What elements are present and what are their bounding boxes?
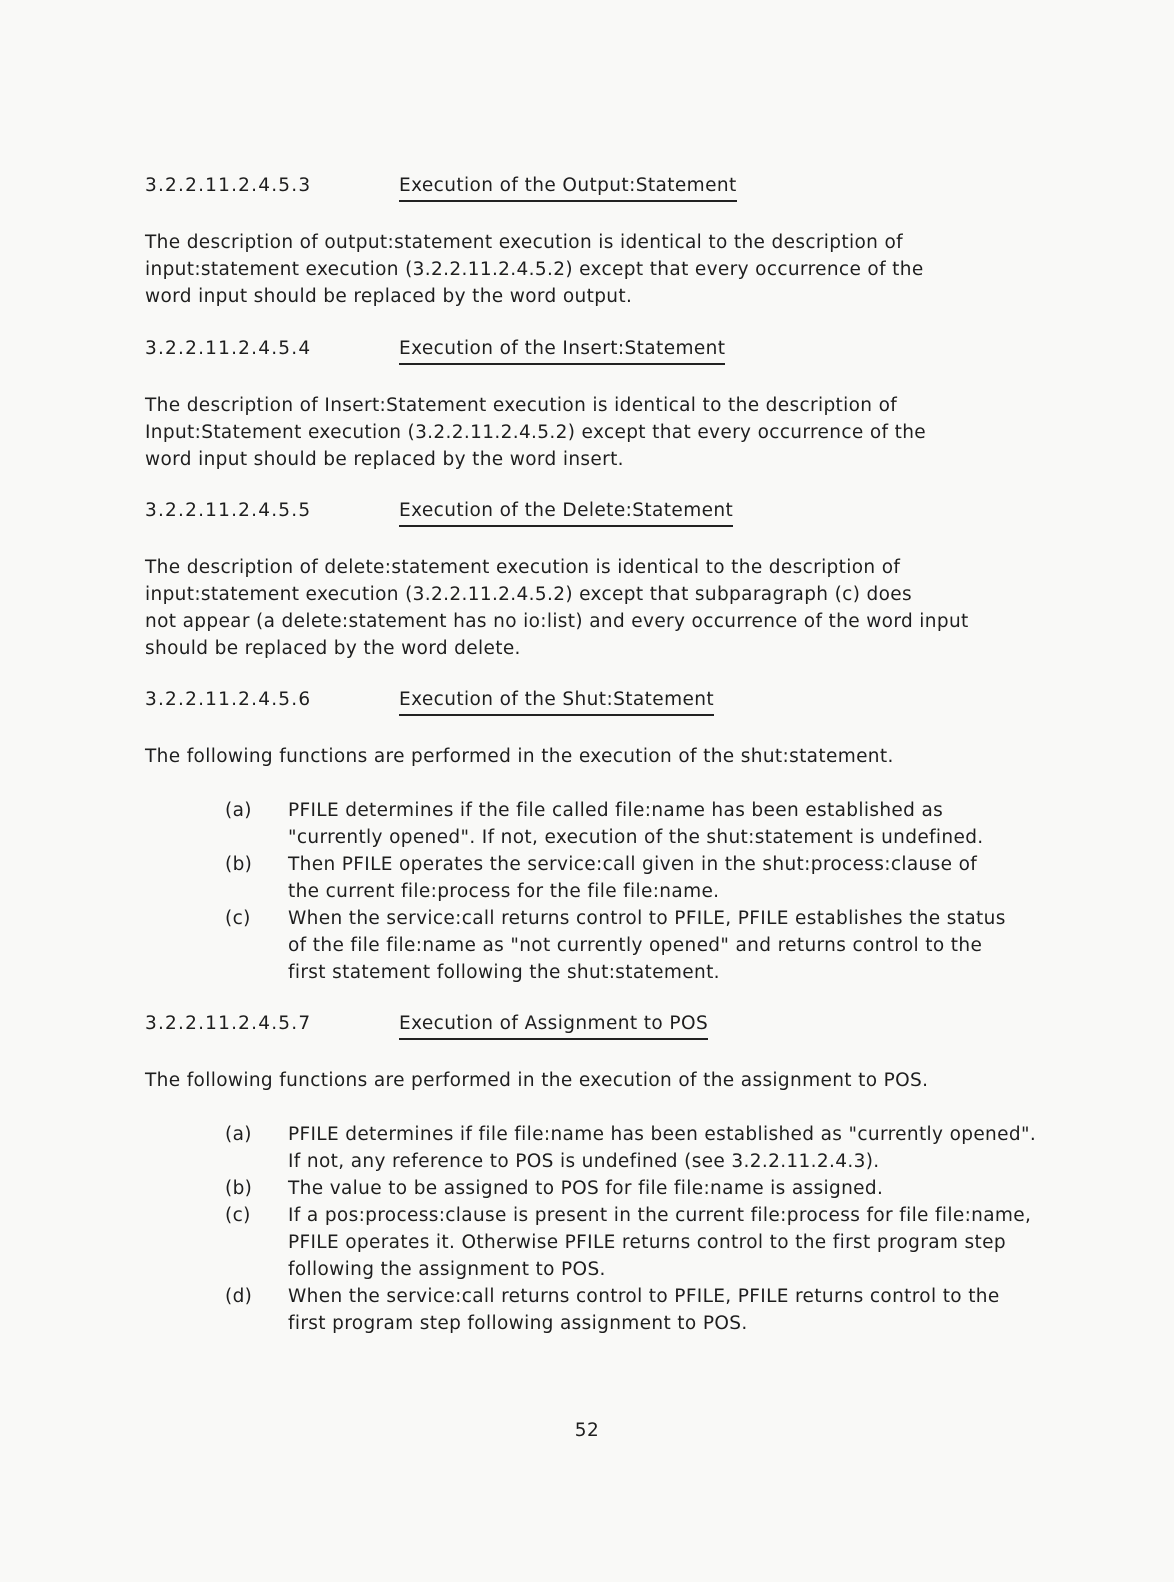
section-number: 3.2.2.11.2.4.5.3 [145, 175, 312, 196]
list-line: following the assignment to POS. [288, 1259, 606, 1280]
section-heading-assignment [145, 1013, 708, 1040]
section-title: Execution of the Shut:Statement [399, 689, 714, 716]
paragraph-line: word input should be replaced by the word output. [145, 286, 633, 307]
page-number: 52 [574, 1420, 600, 1441]
section-intro-shut [145, 743, 1025, 770]
list-line: of the file file:name as "not currently opened" and returns control to the [288, 935, 983, 956]
list-line: first program step following assignment to POS. [288, 1313, 748, 1334]
list-marker: (c) [225, 1205, 251, 1226]
list-line: "currently opened". If not, execution of the shut:statement is undefined. [288, 827, 984, 848]
section-heading-shut [145, 689, 714, 716]
section-title: Execution of the Insert:Statement [399, 338, 725, 365]
list-marker: (a) [225, 1124, 252, 1145]
list-marker: (b) [225, 854, 253, 875]
section-title: Execution of the Delete:Statement [399, 500, 733, 527]
list-item [225, 1283, 1105, 1337]
section-heading-delete [145, 500, 733, 527]
list-line: When the service:call returns control to PFILE, PFILE returns control to the [288, 1286, 1000, 1307]
list-line: PFILE determines if the file called file:name has been established as [288, 800, 944, 821]
paragraph-line: should be replaced by the word delete. [145, 638, 521, 659]
section-heading-output [145, 175, 737, 202]
list-marker: (a) [225, 800, 252, 821]
paragraph-line: Input:Statement execution (3.2.2.11.2.4.5.2) except that every occurrence of the [145, 422, 926, 443]
list-line: Then PFILE operates the service:call given in the shut:process:clause of [288, 854, 978, 875]
section-number: 3.2.2.11.2.4.5.5 [145, 500, 312, 521]
paragraph-line: input:statement execution (3.2.2.11.2.4.5.2) except that every occurrence of the [145, 259, 924, 280]
section-number: 3.2.2.11.2.4.5.4 [145, 338, 312, 359]
list-line: The value to be assigned to POS for file file:name is assigned. [288, 1178, 884, 1199]
paragraph-line: The following functions are performed in the execution of the assignment to POS. [145, 1070, 929, 1091]
paragraph-line: not appear (a delete:statement has no io:list) and every occurrence of the word input [145, 611, 969, 632]
section-paragraph-output [145, 229, 1025, 310]
section-title: Execution of the Output:Statement [399, 175, 737, 202]
list-line: If not, any reference to POS is undefined (see 3.2.2.11.2.4.3). [288, 1151, 880, 1172]
paragraph-line: The description of delete:statement execution is identical to the description of [145, 557, 901, 578]
list-marker: (b) [225, 1178, 253, 1199]
list-marker: (c) [225, 908, 251, 929]
function-list-assignment [225, 1121, 1105, 1337]
section-heading-insert [145, 338, 725, 365]
list-item [225, 851, 1105, 905]
paragraph-line: The description of output:statement execution is identical to the description of [145, 232, 903, 253]
section-paragraph-delete [145, 554, 1025, 662]
section-number: 3.2.2.11.2.4.5.6 [145, 689, 312, 710]
list-line: When the service:call returns control to PFILE, PFILE establishes the status [288, 908, 1006, 929]
paragraph-line: The following functions are performed in the execution of the shut:statement. [145, 746, 894, 767]
function-list-shut [225, 797, 1105, 986]
list-item [225, 1121, 1105, 1175]
section-paragraph-insert [145, 392, 1025, 473]
list-line: PFILE determines if file file:name has been established as "currently opened". [288, 1124, 1037, 1145]
section-title: Execution of Assignment to POS [399, 1013, 708, 1040]
paragraph-line: The description of Insert:Statement execution is identical to the description of [145, 395, 898, 416]
list-marker: (d) [225, 1286, 253, 1307]
section-intro-assignment [145, 1067, 1025, 1094]
paragraph-line: input:statement execution (3.2.2.11.2.4.5.2) except that subparagraph (c) does [145, 584, 912, 605]
list-line: If a pos:process:clause is present in the current file:process for file file:name, [288, 1205, 1032, 1226]
list-item [225, 1175, 1105, 1202]
list-item [225, 905, 1105, 986]
list-line: PFILE operates it. Otherwise PFILE returns control to the first program step [288, 1232, 1006, 1253]
list-line: first statement following the shut:statement. [288, 962, 720, 983]
list-item [225, 797, 1105, 851]
section-number: 3.2.2.11.2.4.5.7 [145, 1013, 312, 1034]
list-line: the current file:process for the file file:name. [288, 881, 720, 902]
paragraph-line: word input should be replaced by the word insert. [145, 449, 624, 470]
list-item [225, 1202, 1105, 1283]
